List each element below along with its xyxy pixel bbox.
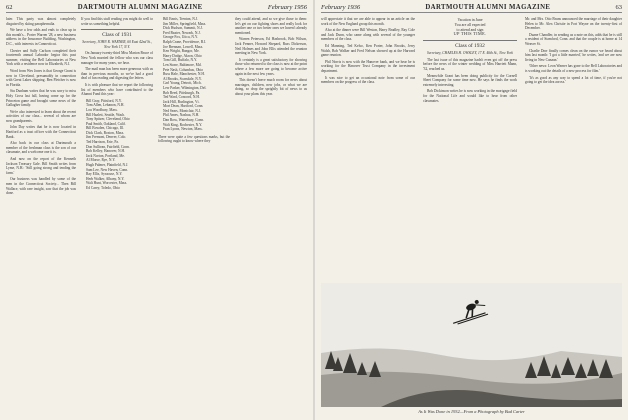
contributor-list	[81, 99, 153, 191]
right-page	[315, 0, 628, 420]
paragraph: The mail man has been more generous with us than in previous months, so we've had a good deal of fun reading and digesting the letters.	[81, 67, 153, 81]
class-secretary: Secretary, CHARLES H. OWSLEY, 17 E. 46th St., New York	[427, 51, 513, 56]
left-column-3	[158, 17, 230, 412]
list-item: Ed Carey, Toledo, Ohio	[86, 186, 120, 190]
left-column-2	[81, 17, 153, 412]
paragraph: We're also interested to learn about the recent activities of our class... several of whom are now grandparents.	[6, 109, 76, 123]
list-item: Ralph Crane, Providence, R.I.	[163, 39, 207, 44]
paragraph: Also at the dinner were Bill Weston, Harry Bradley, Ray Cole and Jack Dunn, who came along with several of the younger members of the class.	[321, 28, 415, 42]
list-item: Dick Clark, Boston, Mass.	[86, 130, 125, 135]
list-item: Ken Wright, Bangor, Me.	[163, 49, 200, 54]
paragraph: Chester and Sally Carlson completed their fourteenth annual Labrador hegira this past summer, visiting the Bell Laboratories at New York with a residence now in Elizabeth, N.J.	[6, 48, 76, 67]
list-item: Ray Ellis, Syracuse, N.Y.	[86, 172, 123, 177]
list-item: Jim Fremont, Denver, Colo.	[86, 135, 127, 140]
list-item: Mort Dean, Hartford, Conn.	[163, 104, 204, 109]
list-item: Don Sullivan, Fairfield, Conn.	[86, 144, 130, 149]
left-page-number: 62	[6, 4, 13, 11]
list-item: Harry Dodge, Akron, Ohio	[163, 53, 202, 58]
list-item: Tony Spitzer, Cleveland, Ohio	[86, 117, 130, 122]
paragraph: 'It's as good as any way to spend a lot of time, if you're not going to get the idea across.'	[525, 75, 622, 85]
list-item: Jack Hill, Burlington, Vt.	[163, 99, 200, 104]
left-page-header	[6, 3, 307, 13]
list-item: Bill Hazlett, Seattle, Wash.	[86, 112, 125, 117]
list-item: Dan Ross, Waterbury, Conn.	[163, 118, 204, 123]
list-item: Fran Lyons, Newton, Mass.	[163, 127, 203, 132]
list-item: Russ Hale, Manchester, N.H.	[163, 72, 205, 77]
ski-jump-illustration	[321, 283, 622, 407]
paragraph: Word from Wes Jones is that George Grant is now in Cleveland, presumably in connection with Great Lakes shipping. Ben Fletcher is now in Florida.	[6, 68, 76, 87]
paragraph: Charlie Dorr finally comes clean on the rumor we heard about him last month: 'I got a little married,' he writes, 'and we are now living in New Canaan.'	[525, 48, 622, 62]
paragraph: Stu Dunham writes that he was sorry to miss Holy Cross last fall, having come up for the Princeton game and brought some news of the Gallagher family.	[6, 89, 76, 108]
list-item: Al Morse, Rye, N.Y.	[86, 158, 116, 163]
paragraph: It was nice to get an occasional note from some of our members on the progress of the class.	[321, 75, 415, 85]
paragraph: If you find this stuff reading you might do well to write us something helpful.	[81, 17, 153, 26]
paragraph: 'Other news: Leon Warner has gone to the Bell Laboratories and is working out the details of a new process for film.'	[525, 64, 622, 73]
paragraph: This doesn't leave much room for news about marriages, children, new jobs, or what we are doing, so drop the sprightly bit of news to us about your plans this year.	[235, 78, 307, 96]
list-item: Pete Nash, Columbus, Ohio	[163, 67, 204, 72]
right-column-3	[525, 17, 622, 279]
right-page-date: February 1936	[321, 4, 361, 11]
list-item: Jack Norton, Portland, Me.	[86, 153, 125, 158]
paragraph: Our business was handled by some of the men in the Connecticut Society... Then Bill Wallace, with rare insight, saw that the job was done.	[6, 177, 76, 196]
paragraph: And now on the report of the Kenneth Jackson Treasury Gale. Bill Smith writes from Lyme, N.H.: 'Still going strong and tending the farm.'	[6, 157, 76, 175]
notice-line: Vacation in June	[457, 18, 483, 22]
paragraph: later. This party was almost completely disguised by skiing paraphernalia.	[6, 17, 76, 26]
class-heading-1931: Class of 1931	[81, 29, 153, 39]
paragraph: It certainly is a great satisfactory for showing those who returned to the class is now at the point where a few more are going to become active again in the next few years.	[235, 57, 307, 76]
list-item: Dick Hudson, Summit, N.J.	[163, 26, 203, 31]
notice-line: You are all expected	[454, 22, 486, 27]
paragraph: There were quite a few questions marks, but the following ought to know where they	[158, 134, 230, 144]
contributor-list-continued	[158, 17, 230, 132]
list-item: George Fox, Utica, N.Y.	[163, 35, 198, 40]
paragraph: Mr. and Mrs. Otto Bruns announced the marriage of their daughter Helen to Mr. Alex Christie in Fort Wayne on the twenty-first of December.	[525, 17, 622, 31]
paragraph: It is with pleasure that we report the following list of members who have contributed to the Alumni Fund this year:	[81, 82, 153, 97]
list-item: Bill Gray, Pittsford, N.Y.	[86, 98, 122, 103]
paragraph: Meanwhile Grant has been doing publicity for the Cornell Sheet Company for some time now. He says he finds the work extremely interesting.	[423, 73, 517, 87]
class-heading-1932: Class of 1932	[423, 40, 517, 50]
notice-line: to attend and sign	[456, 27, 484, 32]
list-item: Joe Brennan, Lowell, Mass.	[163, 44, 204, 49]
left-column-1	[6, 17, 76, 412]
list-item: Lew Parker, Wilmington, Del.	[163, 85, 207, 90]
list-item: Bob Reed, Pittsburgh, Pa.	[163, 90, 201, 95]
list-item: Lou Woodbury, Mass.	[86, 107, 118, 112]
notice-line: UP THIS TIME.	[453, 31, 487, 37]
right-column-2	[423, 17, 517, 279]
right-magazine-title: DARTMOUTH ALUMNI MAGAZINE	[425, 4, 551, 11]
list-item: Sam Lee, New Haven, Conn.	[86, 167, 129, 172]
photo-caption: As It Was Done in 1932—From a Photograph by Bud Carter	[418, 409, 525, 414]
ski-jump-photo	[321, 283, 622, 407]
left-page	[0, 0, 313, 420]
paragraph: will appreciate it that we are able to appear in an article on the work of the New England group this month.	[321, 17, 415, 26]
list-item: Paul Smith, Oakland, Calif.	[86, 121, 126, 126]
paragraph: On January twenty-third Miss Marion Bruce of New York married the fellow who was our class manager for many years, we hear.	[81, 51, 153, 65]
list-item: Hugh Palmer, Plainfield, N.J.	[86, 163, 129, 168]
paragraph: Duane Chandler, in sending us a note on this, adds that he is still a resident of Stamford, Conn. and that the couple is at home at 14 Weaver St.	[525, 32, 622, 46]
left-magazine-title: DARTMOUTH ALUMNI MAGAZINE	[77, 4, 203, 11]
list-item: Ned Sears, Montclair, N.J.	[163, 108, 202, 113]
list-item: Carl Young, Detroit, Mich.	[163, 81, 202, 86]
list-item: Fred Baxter, Newark, N.J.	[163, 30, 201, 35]
list-item: Phil Ames, Nashua, N.H.	[163, 113, 200, 118]
paragraph: Also back in our class at Dartmouth a member of the freshman class is the son of our classmate, and a welcome one it is.	[6, 141, 76, 155]
right-page-number: 63	[615, 4, 622, 11]
paragraph: Bob Dickinson writes he is now working in the mortgage field for the National Life and would like to hear from other classmates.	[423, 89, 517, 103]
vacation-notice	[423, 18, 517, 37]
paragraph: they could attend, and so we give those to them: let's get on our fighting shoes and really look for another one or two better ones we haven't already mentioned.	[235, 17, 307, 35]
paragraph: Warren Peterson, Ed Hasbrook, Bob Wilson, Jack Fenner, Howard Shepard, Russ Dickerson, Neil Holmes and John Ellis attended the reunion meeting in New York.	[235, 37, 307, 56]
list-item: Walt Hunt, Worcester, Mass.	[86, 181, 128, 186]
list-item: Bob Kelley, Hanover, N.H.	[86, 149, 126, 154]
left-page-date: February 1956	[267, 4, 307, 11]
paragraph: We have a few odds and ends to clear up in this month's... Porter Warren '28, a new business address in the Insurance Building, Washington, D.C., with interests in Connecticut.	[6, 28, 76, 46]
list-item: Jim Miller, Springfield, Mass.	[163, 21, 207, 26]
list-item: Ted Ward, Concord, N.H.	[163, 95, 200, 100]
list-item: Ted Harrison, Erie, Pa.	[86, 140, 119, 145]
paragraph: Phil Norris is now with the Hanover bank, and we hear he is working for the Hanover Trust Company in the investment department.	[321, 59, 415, 73]
list-item: Al Brooks, Scarsdale, N.Y.	[163, 76, 202, 81]
list-item: Bill Bowden, Chicago, Ill.	[86, 126, 124, 131]
paragraph: The last issue of this magazine hadn't even got off the press before the news of the winter wedding of Miss Harriett Mann, '32, reached us.	[423, 57, 517, 71]
paragraph: Ed Manning, Ted Kelso, Ken Porter, John Brooks, Jerry Walsh, Bob Walker and Fred Nelson showed up at the Harvard game reunion.	[321, 43, 415, 58]
right-page-header	[321, 3, 622, 13]
list-item: Herb Walker, Albany, N.Y.	[86, 176, 125, 181]
left-column-4	[235, 17, 307, 412]
list-item: Tom Gill, Buffalo, N.Y.	[163, 58, 198, 63]
paragraph: John Day writes that he is now located in Hartford as a trust officer with the Connecticut Bank.	[6, 125, 76, 139]
class-secretary: Secretary, JOHN R. WARNER, 60 East 42nd St., New York 17, N.Y.	[82, 40, 152, 49]
list-item: Tom Allen, Lebanon, N.H.	[86, 103, 125, 108]
right-column-1	[321, 17, 415, 279]
list-item: Walt King, Rochester, N.Y.	[163, 122, 203, 127]
list-item: Bill Ennis, Trenton, N.J.	[163, 17, 199, 21]
list-item: Len Stone, Baltimore, Md.	[163, 62, 202, 67]
